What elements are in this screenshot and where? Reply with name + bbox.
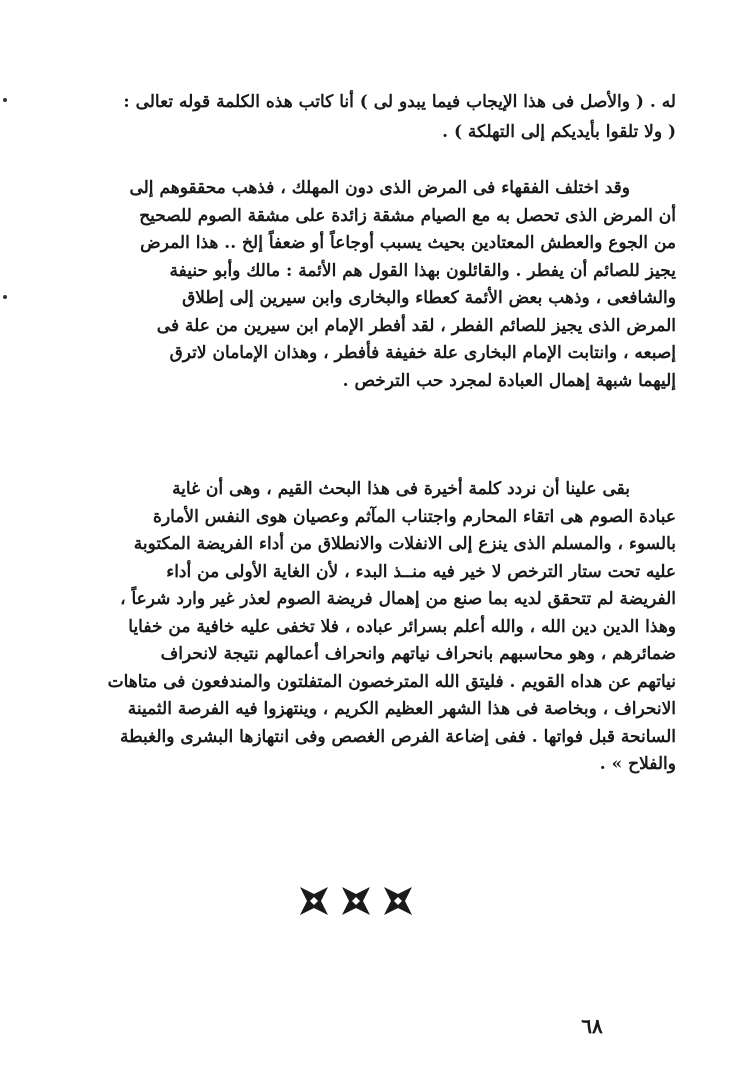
text-line: الانحراف ، وبخاصة فى هذا الشهر العظيم الكريم ، وينتهزوا فيه الفرصة الثمينة <box>127 699 676 719</box>
text-line: السانحة قبل فواتها . ففى إضاعة الفرص الغصص وفى انتهازها البشرى والغبطة <box>119 726 676 747</box>
text-line: وهذا الدين دين الله ، والله أعلم بسرائر عباده ، فلا تخفى عليه خافية من خفايا <box>128 616 676 637</box>
paragraph-fiqh-illness <box>78 175 676 395</box>
text-line: والفلاح » . <box>599 754 676 774</box>
text-line: عبادة الصوم هى اتقاء المحارم واجتناب المآثم وعصيان هوى النفس الأمارة <box>153 506 676 527</box>
four-point-star-ornament-icon <box>298 885 330 917</box>
text-line: بقى علينا أن نردد كلمة أخيرة فى هذا البحث القيم ، وهى أن غاية <box>172 479 630 499</box>
text-line: أن المرض الذى تحصل به مع الصيام مشقة زائدة على مشقة الصوم للصحيح <box>139 205 676 226</box>
four-point-star-ornament-icon <box>382 885 414 917</box>
text-line: المرض الذى يجيز للصائم الفطر ، لقد أفطر الإمام ابن سيرين من علة فى <box>156 315 676 336</box>
text-line: ( ولا تلقوا بأيديكم إلى التهلكة ) . <box>442 122 676 142</box>
text-line: نياتهم عن هداه القويم . فليتق الله المترخصون المتفلتون والمندفعون فى متاهات <box>107 671 676 692</box>
text-line: من الجوع والعطش المعتادين بحيث يسبب أوجاعاً أو ضعفاً إلخ .. هذا المرض <box>140 233 676 253</box>
text-line: ضمائرهم ، وهو محاسبهم بانحراف نياتهم وانحراف أعمالهم نتيجة لانحراف <box>160 644 676 664</box>
text-line: والشافعى ، وذهب بعض الأئمة كعطاء والبخارى وابن سيرين إلى إطلاق <box>182 288 676 308</box>
paragraph-continuation <box>78 87 676 147</box>
text-line: الفريضة لم تتحقق لديه بما صنع من إهمال فريضة الصوم لعذر غير وارد شرعاً ، <box>120 589 676 609</box>
four-point-star-ornament-icon <box>340 885 372 917</box>
margin-mark <box>3 295 7 299</box>
text-line: له . ( والأصل فى هذا الإيجاب فيما يبدو لى ) أنا كاتب هذه الكلمة قوله تعالى : <box>123 92 676 112</box>
text-line: بالسوء ، والمسلم الذى ينزع إلى الانفلات والانطلاق من أداء الفريضة المكتوبة <box>133 534 676 554</box>
text-line: وقد اختلف الفقهاء فى المرض الذى دون المهلك ، فذهب محققوهم إلى <box>129 178 630 198</box>
text-line: عليه تحت ستار الترخص لا خير فيه منــذ البدء ، لأن الغاية الأولى من أداء <box>166 561 676 582</box>
section-end-ornament <box>298 884 414 918</box>
text-line: يجيز للصائم أن يفطر . والقائلون بهذا القول هم الأئمة : مالك وأبو حنيفة <box>169 260 676 281</box>
margin-mark <box>3 98 7 102</box>
text-line: إليهما شبهة إهمال العبادة لمجرد حب الترخص . <box>342 370 676 391</box>
page-number: ٦٨ <box>581 1014 603 1038</box>
text-line: إصبعه ، وانتابت الإمام البخارى علة خفيفة فأفطر ، وهذان الإمامان لاترق <box>169 343 676 363</box>
paragraph-conclusion <box>78 476 676 779</box>
